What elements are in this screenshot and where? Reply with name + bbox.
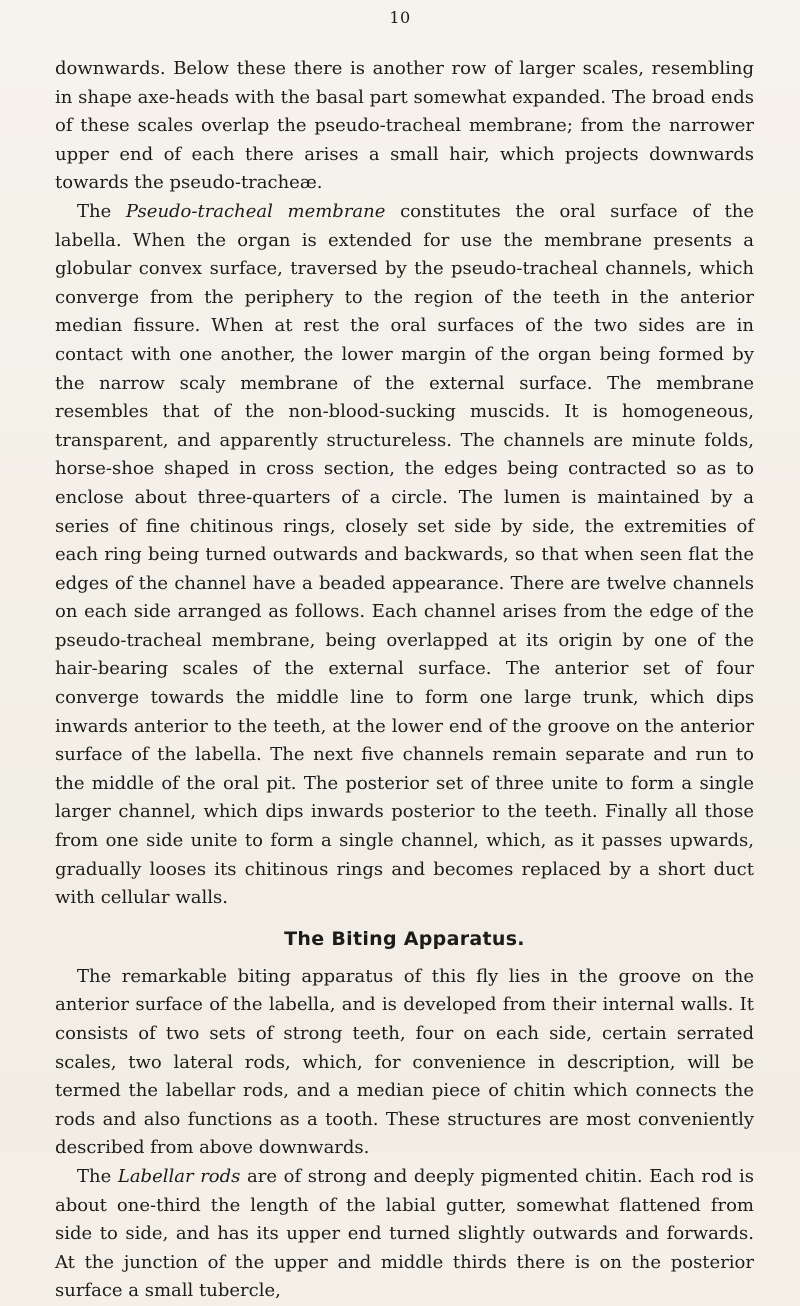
paragraph-body-text: constitutes the oral surface of the labella. When the organ is extended for use the membrane presents a globular convex surface, traversed by the pseudo-tracheal channels, which converge from the periphery to the region of the teeth in the anterior median fissure. When at rest the oral surfaces of the two sides are in contact with one another, the lower margin of the organ being formed by the narrow scaly membrane of the external surface. The membrane resembles that of the non-blood-sucking muscids. It is homogeneous, transparent, and apparently structureless. The channels are minute folds, horse-shoe shaped in cross section, the edges being contracted so as to enclose about three-quarters of a circle. The lumen is maintained by a series of fine chitinous rings, closely set side by side, the extremities of each ring being turned outwards and backwards, so that when seen flat the edges of the channel have a beaded appearance. There are twelve channels on each side arranged as follows. Each channel arises from the edge of the pseudo-tracheal membrane, being overlapped at its origin by one of the hair-bearing scales of the external surface. The anterior set of four converge towards the middle line to form one large trunk, which dips inwards anterior to the teeth, at the lower end of the groove on the anterior surface of the labella. The next five channels remain separate and run to the middle of the oral pit. The posterior set of three unite to form a single larger channel, which dips inwards posterior to the teeth. Finally all those from one side unite to form a single channel, which, as it passes upwards, gradually looses its chitinous rings and becomes replaced by a short duct with cellular walls. (55, 200, 754, 909)
paragraph-biting-apparatus: The remarkable biting apparatus of this fly lies in the groove on the anterior surface of the labella, and is developed from their internal walls. It consists of two sets of strong teeth, four on each side, certain serrated scales, two lateral rods, which, for convenience in description, will be termed the labellar rods, and a median piece of chitin which connects the rods and also functions as a tooth. These structures are most conveniently described from above downwards. (55, 965, 754, 1159)
paragraph-body-text: are of strong and deeply pigmented chitin. Each rod is about one-third the length of the labial gutter, somewhat flattened from side to side, and has its upper end turned slightly outwards and forwards. At the junction of the upper and middle thirds there is on the posterior surface a small tubercle, (55, 1165, 754, 1302)
section-heading-biting-apparatus: The Biting Apparatus. (284, 927, 525, 950)
paragraph-lead-text: The (77, 200, 126, 222)
term-pseudo-tracheal-membrane: Pseudo-tracheal membrane (125, 200, 386, 222)
paragraph-scales-continuation: downwards. Below these there is another row of larger scales, resembling in shape axe-heads with the basal part somewhat expanded. The broad ends of these scales overlap the pseudo-tracheal membrane; from the narrower upper end of each there arises a small hair, which projects downwards towards the pseudo-tracheæ. (55, 58, 754, 194)
term-labellar-rods: Labellar rods (117, 1165, 241, 1187)
page-number: 10 (389, 8, 411, 27)
page-body (55, 55, 754, 1306)
paragraph-labellar-rods (55, 1163, 754, 1306)
paragraph-lead-text: The (77, 1165, 118, 1187)
paragraph-pseudo-tracheal-membrane (55, 198, 754, 913)
